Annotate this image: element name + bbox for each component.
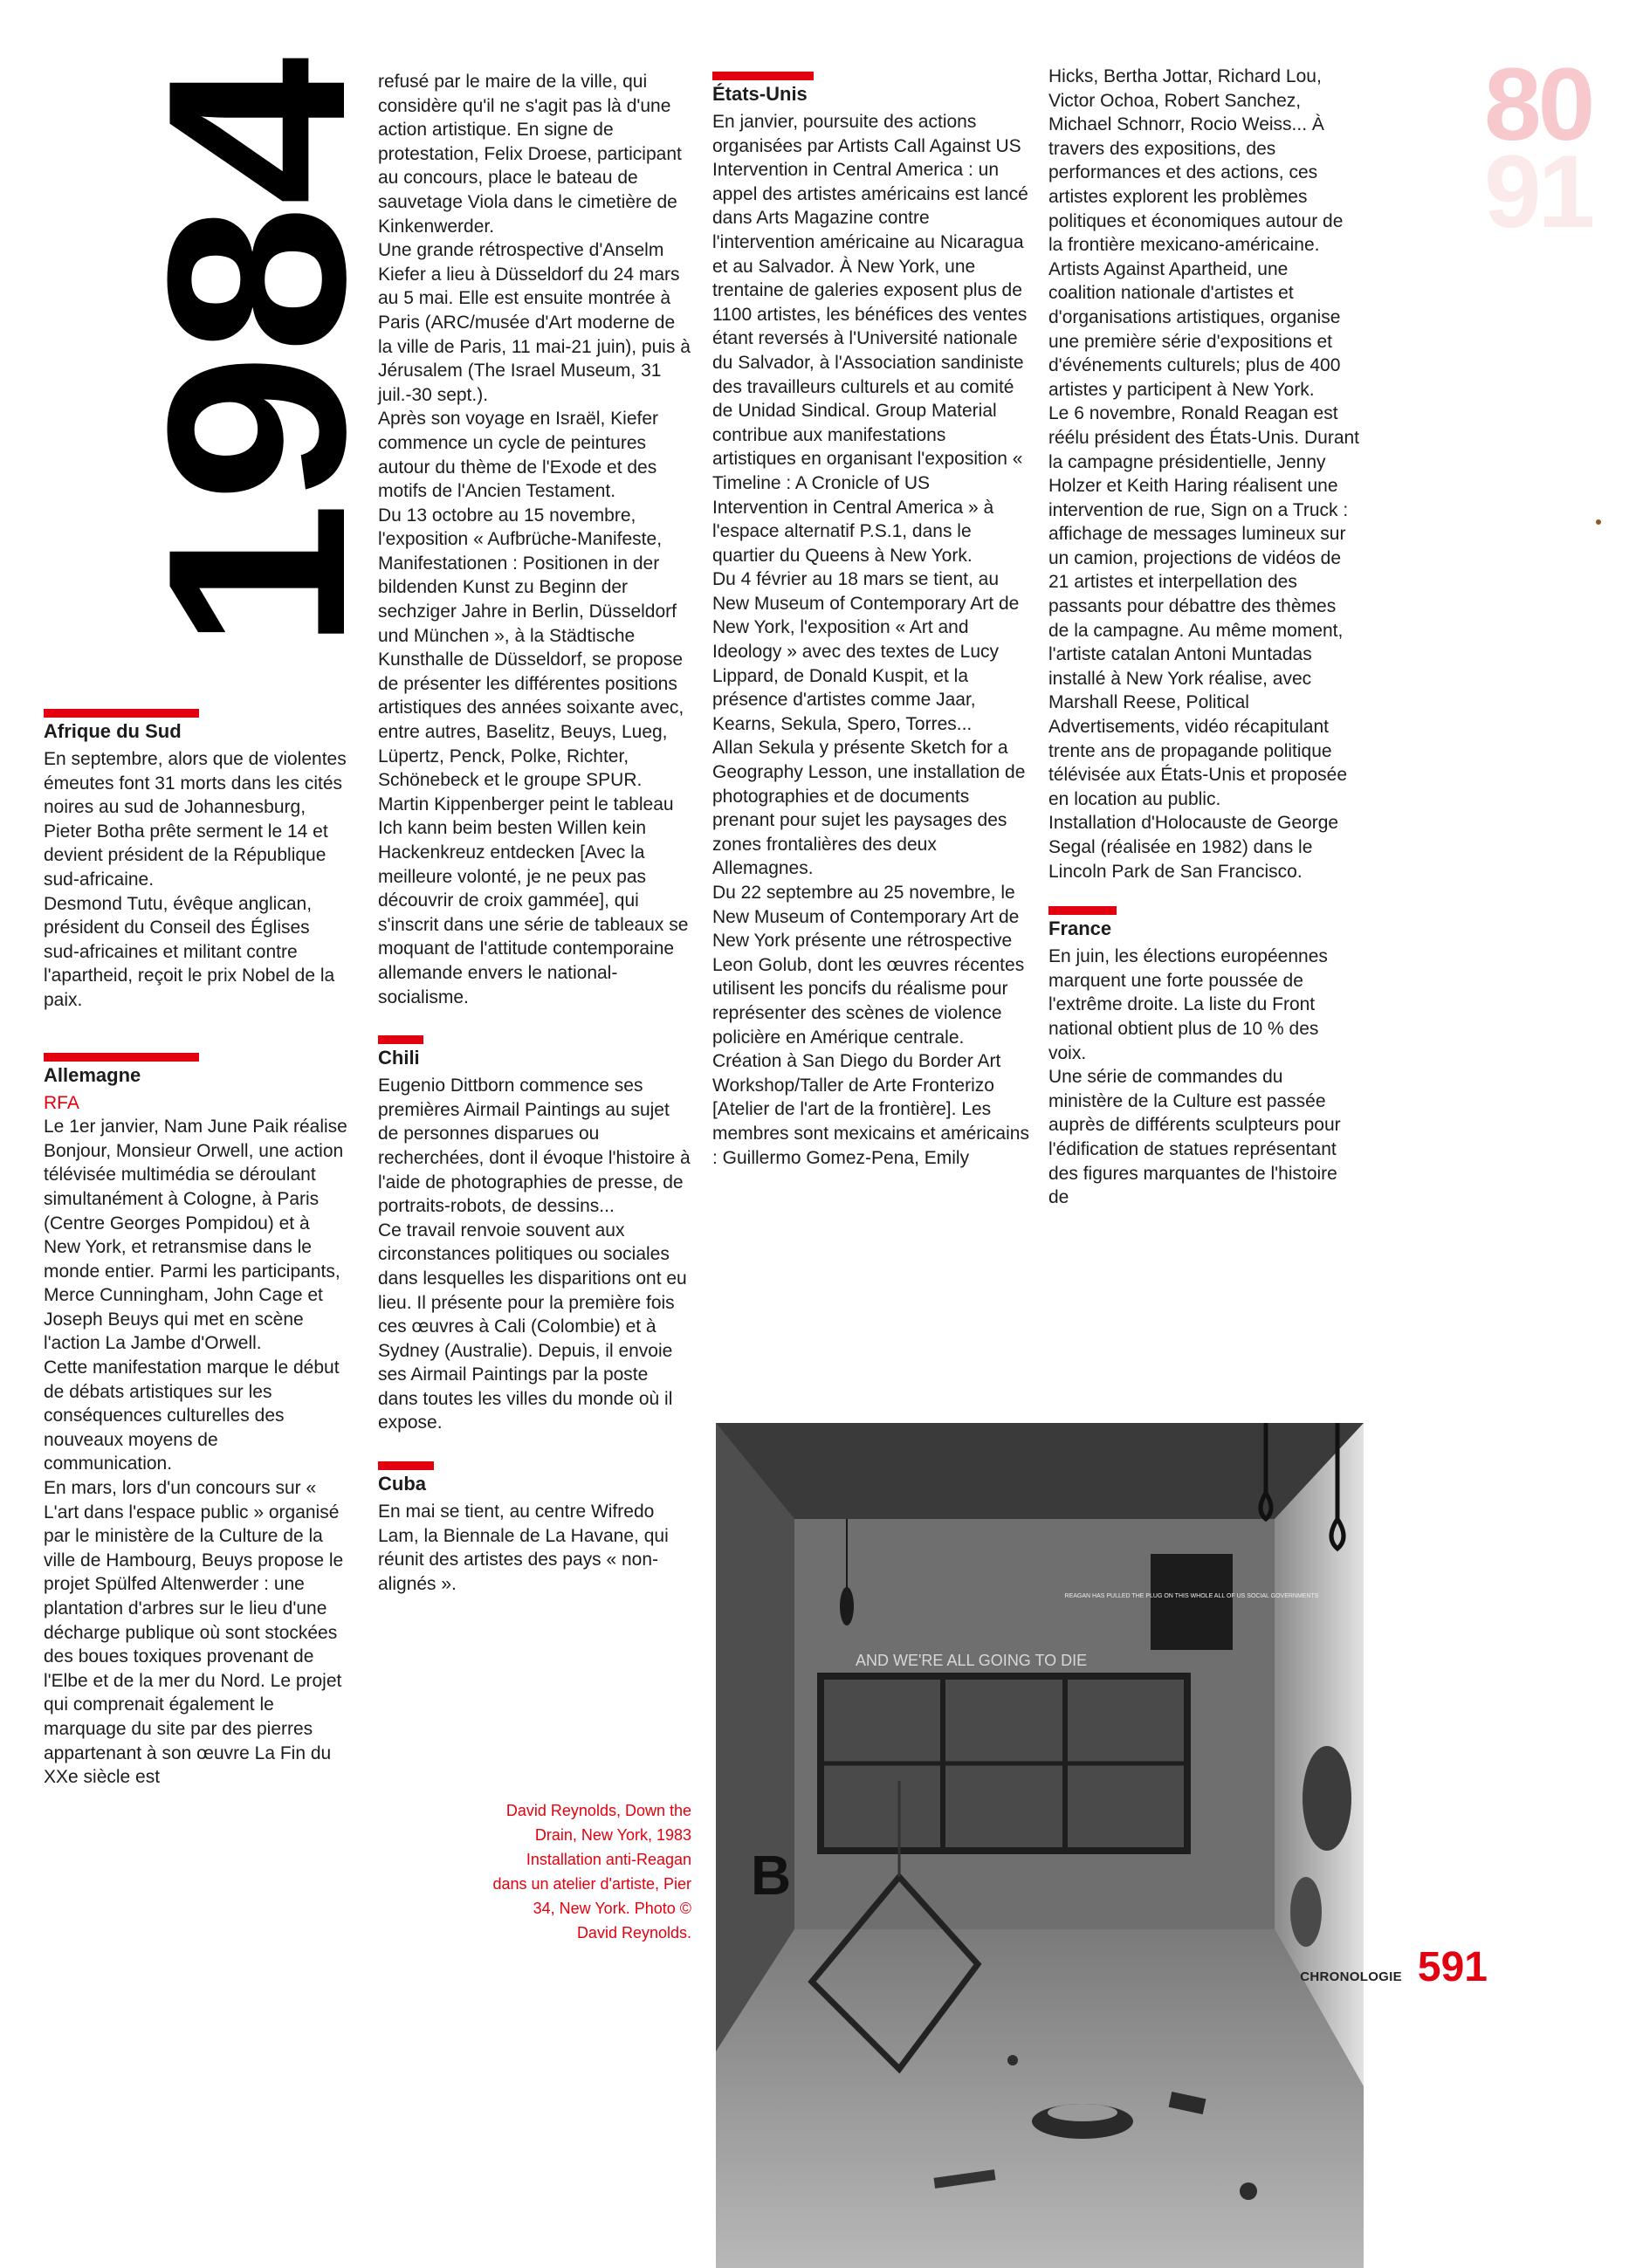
column-1 — [44, 709, 347, 1790]
section-bar — [712, 72, 814, 80]
paragraph: Le 1er janvier, Nam June Paik réalise Bonjour, Monsieur Orwell, une action télévisée multimédia se déroulant simultanément à Cologne, à Paris (Centre Georges Pompidou) et à New York, et retransmise dans le monde entier. Parmi les participants, Merce Cunningham, John Cage et Joseph Beuys qui met en scène l'action La Jambe d'Orwell. — [44, 1117, 347, 1354]
section-allemagne — [44, 1053, 347, 1790]
column-2 — [378, 70, 692, 1596]
footer-section-label: CHRONOLOGIE — [1300, 1969, 1402, 1984]
paragraph: Du 13 octobre au 15 novembre, l'exposition « Aufbrüche-Manifeste, Manifestationen : Positionen in der bildenden Kunst zu Beginn der sechziger Jahre in Berlin, Düsseldorf und München », à la Städtische Kunsthalle de Düsseldorf, se propose de présenter les différentes positions artistiques des années soixante avec, entre autres, Baselitz, Beuys, Lueg, Lüpertz, Penck, Polke, Richter, Schönebeck et le groupe SPUR. — [378, 505, 684, 791]
paragraph: Allan Sekula y présente Sketch for a Geography Lesson, une installation de photographies et de documents prenant pour sujet les paysages des zones frontalières des deux Allemagnes. — [712, 738, 1026, 879]
year-heading — [115, 48, 398, 659]
section-bar — [378, 1035, 423, 1044]
paragraph: En janvier, poursuite des actions organisées par Artists Call Against US Intervention in Central America : un appel des artistes américains est lancé dans Arts Magazine contre l'intervention américaine au Nicaragua et au Salvador. À New York, une trentaine de galeries exposent plus de 1100 artistes, les bénéfices des ventes étant reversés à l'Université nationale du Salvador, à l'Association sandiniste des travailleurs culturels et au comité de Unidad Sindical. Group Material contribue aux manifestations artistiques en organisant l'exposition « Timeline : A Cronicle of US Intervention in Central America » à l'espace alternatif P.S.1, dans le quartier du Queens à New York. — [712, 112, 1028, 566]
paragraph: Du 4 février au 18 mars se tient, au New Museum of Contemporary Art de New York, l'exposition « Art and Ideology » avec des textes de Lucy Lippard, de Donald Kuspit, et la présence d'artistes comme Jaar, Kearns, Sekula, Spero, Torres... — [712, 569, 1020, 734]
section-cuba — [378, 1461, 692, 1596]
section-bar — [44, 1053, 199, 1062]
paragraph: En juin, les élections européennes marquent une forte poussée de l'extrême droite. La liste du Front national obtient plus de 10 % des voix. — [1048, 946, 1328, 1063]
installation-photograph — [716, 1423, 1364, 2268]
paragraph: Création à San Diego du Border Art Workshop/Taller de Arte Fronterizo [Atelier de l'art de la frontière]. Les membres sont mexicains et américains : Guillermo Gomez-Pena, Emily — [712, 1051, 1029, 1168]
paragraph: En septembre, alors que de violentes émeutes font 31 morts dans les cités noires au sud de Johannesburg, Pieter Botha prête serment le 14 et devient président de la République sud-africaine. — [44, 749, 347, 890]
photo-caption: David Reynolds, Down the Drain, New York, 1983 Installation anti-Reagan dans un atelier d'artiste, Pier 34, New York. Photo © David Reynolds. — [492, 1802, 691, 1942]
section-title: États-Unis — [712, 83, 808, 105]
section-france — [1048, 906, 1359, 1210]
section-title: France — [1048, 918, 1112, 940]
edge-top: 80 — [1484, 47, 1592, 162]
edge-bottom: 91 — [1484, 134, 1592, 250]
year-text: 1984 — [115, 86, 398, 650]
paragraph: Martin Kippenberger peint le tableau Ich kann beim besten Willen kein Hackenkreuz entdecken [Avec la meilleure volonté, je ne peux pas découvrir de croix gammée], qui s'inscrit dans une série de tableaux se moquant de l'attitude contemporaine allemande envers le national-socialisme. — [378, 794, 689, 1007]
paragraph: Du 22 septembre au 25 novembre, le New Museum of Contemporary Art de New York présente une rétrospective Leon Golub, dont les œuvres récentes utilisent les poncifs du réalisme pour représenter des scènes de violence policière en Amérique centrale. — [712, 883, 1025, 1048]
paragraph: Eugenio Dittborn commence ses premières Airmail Paintings au sujet de personnes disparues ou recherchées, dont il évoque l'histoire à l'aide de photographies de presse, de portraits-robots, de dessins... — [378, 1076, 691, 1217]
section-title: Chili — [378, 1047, 420, 1069]
column-4 — [1048, 65, 1359, 1210]
paragraph: Ce travail renvoie souvent aux circonstances politiques ou sociales dans lesquelles les disparitions ont eu lieu. Il présente pour la première fois ces œuvres à Cali (Colombie) et à Sydney (Australie). Depuis, il envoie ses Airmail Paintings par la poste dans toutes les villes du monde où il expose. — [378, 1220, 687, 1433]
section-bar — [44, 709, 199, 718]
photo-sign-text: REAGAN HAS PULLED THE PLUG ON THIS WHOLE ALL OF US SOCIAL GOVERNMENTS — [1064, 1593, 1319, 1599]
paragraph: refusé par le maire de la ville, qui considère qu'il ne s'agit pas là d'une action artistique. En signe de protestation, Felix Droese, participant au concours, place le bateau de sauvetage Viola dans le cimetière de Kinkenwerder. — [378, 72, 682, 237]
section-title: Cuba — [378, 1473, 426, 1495]
paragraph: Après son voyage en Israël, Kiefer commence un cycle de peintures autour du thème de l'Exode et des motifs de l'Ancien Testament. — [378, 409, 659, 502]
print-speck — [1596, 519, 1601, 525]
section-afrique-du-sud — [44, 709, 347, 1013]
paragraph: Cette manifestation marque le début de débats artistiques sur les conséquences culturelles des nouveaux moyens de communication. — [44, 1357, 340, 1474]
page-footer — [1300, 1943, 1488, 1991]
paragraph: Artists Against Apartheid, une coalition nationale d'artistes et d'organisations artistiques, organise une première série d'expositions et d'événements culturels; plus de 400 artistes y participent à New York. — [1048, 258, 1341, 400]
section-title: Afrique du Sud — [44, 720, 182, 742]
section-etats-unis — [712, 72, 1030, 1170]
section-title: Allemagne — [44, 1063, 141, 1086]
paragraph: Le 6 novembre, Ronald Reagan est réélu président des États-Unis. Durant la campagne présidentielle, Jenny Holzer et Keith Haring réalisent une intervention de rue, Sign on a Truck : affichage de messages lumineux sur un camion, projections de vidéos de 21 artistes et interpellation des passants pour débattre des thèmes de la campagne. Au même moment, l'artiste catalan Antoni Muntadas installé à New York réalise, avec Marshall Reese, Political Advertisements, vidéo récapitulant trente ans de propagande politique télévisée aux États-Unis et proposée en location au public. — [1048, 403, 1360, 809]
page-number: 591 — [1417, 1944, 1488, 1990]
paragraph: Une série de commandes du ministère de la Culture est passée auprès de différents sculpteurs pour l'édification de statues représentant des figures marquantes de l'histoire de — [1048, 1067, 1341, 1208]
photo-letter: B — [751, 1844, 792, 1907]
section-chili — [378, 1035, 692, 1435]
column-3 — [712, 70, 1030, 1170]
paragraph: En mai se tient, au centre Wifredo Lam, la Biennale de La Havane, qui réunit des artistes des pays « non-alignés ». — [378, 1502, 669, 1594]
paragraph: Hicks, Bertha Jottar, Richard Lou, Victor Ochoa, Robert Sanchez, Michael Schnorr, Rocio Weiss... À travers des expositions, des performances et des actions, ces artistes explorent les problèmes politiques et économiques autour de la frontière mexicano-américaine. — [1048, 66, 1344, 256]
paragraph: Une grande rétrospective d'Anselm Kiefer a lieu à Düsseldorf du 24 mars au 5 mai. Elle est ensuite montrée à Paris (ARC/musée d'Art moderne de la ville de Paris, 11 mai-21 juin), puis à Jérusalem (The Israel Museum, 31 juil.-30 sept.). — [378, 240, 691, 405]
section-bar — [1048, 906, 1117, 915]
paragraph: En mars, lors d'un concours sur « L'art dans l'espace public » organisé par le ministère de la Culture de la ville de Hambourg, Beuys propose le projet Spülfed Altenwerder : une plantation d'arbres sur le lieu d'une décharge publique où sont stockées des boues toxiques provenant de l'Elbe et de la mer du Nord. Le projet qui comprenait également le marquage du site par des pierres appartenant à son œuvre La Fin du XXe siècle est — [44, 1478, 344, 1788]
paragraph: Installation d'Holocauste de George Segal (réalisée en 1982) dans le Lincoln Park de San Francisco. — [1048, 813, 1339, 882]
section-bar — [378, 1461, 434, 1470]
edge-decade-marker — [1484, 47, 1633, 250]
photo-wall-text: AND WE'RE ALL GOING TO DIE — [856, 1652, 1088, 1669]
section-subtitle: RFA — [44, 1092, 79, 1113]
paragraph: Desmond Tutu, évêque anglican, président du Conseil des Églises sud-africaines et militant contre l'apartheid, reçoit le prix Nobel de la paix. — [44, 893, 335, 1010]
